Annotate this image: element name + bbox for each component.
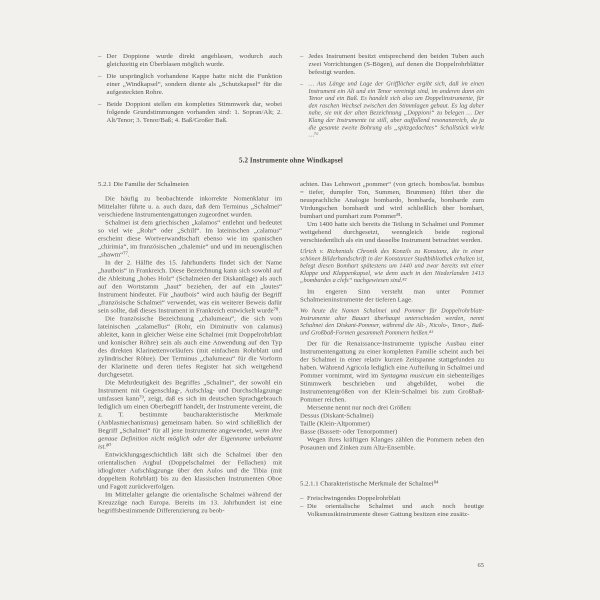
- dash-marker: –: [98, 100, 102, 108]
- dash-marker: –: [98, 72, 102, 80]
- paragraph: Wegen ihres kräftigen Klanges zählen die Pommern neben den Posaunen und Zinken zum Alta-Ensemble.: [300, 435, 484, 452]
- dash-marker: –: [300, 502, 304, 510]
- bullet-text: Beide Doppioni stellen ein komplettes Stimmwerk dar, wobei folgende Grundstimmungen vorhanden sind: 1. Sopran/Alt; 2. Alt/Tenor; 3. Tenor/Baß; 4. Baß/Großer Baß.: [106, 100, 282, 124]
- paragraph: Mersenne nennt nur noch drei Größen:: [307, 403, 412, 412]
- list-item: Basse (Bassett- oder Tenorpommer): [300, 427, 398, 436]
- bullet-text: Freischwingendes Doppelrohrblatt: [307, 494, 401, 502]
- paragraph: Entwicklungsgeschichtlich läßt sich die Schalmei über den orientalischen Arghul (Doppelschalmei der Fellachen) mit idioglotter Aufschlagzunge über den Aulos und die Tibia (mit doppeltem Rohrblatt) bis zu den klassischen Instrumenten Oboe und Fagott zurückverfolgen.: [98, 450, 282, 490]
- subsection-heading: 5.2.1 Die Familie der Schalmeien: [98, 180, 189, 188]
- block-quote: Ulrich v. Richentals Chronik des Konzils zu Konstanz, die in einer schönen Bilderhandschrift in der Konstanzer Stadtbibliothek erhalten ist, belegt diesen Bomhart spätestens um 1440 und zwar bereits mit einer Klappe und Klappenkapsel, wie denn auch in den Niederlanden 1413 „bombardes a clefs“ nachgewiesen sind.⁸²: [300, 247, 484, 284]
- paragraph: Die französische Bezeichnung „chalumeau“, die sich vom lateinischen „calamellus“ (Rohr, ein Diminutiv von calamus) ableitet, kann in gleicher Weise eine Schalmei (mit Doppelrohrblatt und konischer Röhre) sein als auch eine Anwendung auf den Typ des direkten Klarinettenvorläufers (mit einfachem Rohrblatt und zylindrischer Röhre). Der Terminus „chalumeau“ für die Vorform der Klarinette und deren tiefes Register hat sich weitgehend durchgesetzt.: [98, 314, 282, 378]
- list-item: [300, 494, 484, 502]
- list-item: [300, 52, 484, 76]
- paragraph: achten. Das Lehnwort „pommer“ (von griech. bombos/lat. bombus = tiefer, dumpfer Ton, Summen, Brummen) führt über die neusprachliche Analogie bombardo, bombarda, bombarde zum Virdungschen bombardt und wird schließlich über bomhart, bumhart und pumhart zum Pommer⁸¹.: [300, 180, 484, 220]
- paragraph-text: Der für die Renaissance-Instrumente typische Ausbau einer Instrumentengattung zu einer kompletten Familie scheint auch bei der Schalmei in einer relativ kurzen Zeitspanne stattgefunden zu haben. Während Agricola lediglich eine Aufteilung in Schalmei und Pommer vornimmt, wird im: [300, 339, 484, 380]
- bullet-text: Jedes Instrument besitzt entsprechend den beiden Tuben auch zwei Vorrichtungen (S-Bögen), auf denen die Doppelrohrblätter befestigt wurden.: [308, 52, 484, 76]
- list-item: [98, 72, 282, 96]
- paragraph-italic-text: wenn ihre genaue Definition nicht möglich oder der Eigenname unbekannt ist.⁸⁰: [98, 426, 282, 450]
- list-item: Dessus (Diskant-Schalmei): [300, 411, 374, 420]
- bullet-text: Die ursprünglich vorhandene Kappe hatte nicht die Funktion einer „Windkapsel“, sondern diente als „Schutzkapsel“ für die aufgesteckten Rohre.: [106, 72, 282, 96]
- block-quote: Wo heute die Namen Schalmei und Pommer für Doppelrohrblatt-Instrumente alter Bauart überhaupt unterschieden werden, nennt Schalmei den Diskant-Pommer, während die Alt-, Nicolo-, Tenor-, Baß- und Großbaß-Formen gesammelt Pommern heißen.⁸³: [300, 306, 484, 336]
- left-column: [98, 180, 282, 515]
- paragraph: Schalmei ist dem griechischen „kalamos“ entlehnt und bedeutet so viel wie „Rohr“ oder „Schilf“. Im lateinischen „calamus“ erscheint diese Wortverwandtschaft ebenso wie im spanischen „chirimia“, im französischen „chalemie“ und und im neuenglischen „shawm“⁷⁷.: [98, 218, 282, 258]
- dash-marker: –: [98, 52, 102, 60]
- paragraph: Um 1400 hatte sich bereits die Teilung in Schalmei und Pommer weitgehend durchgesetzt, wenngleich beide regional verschiedentlich als ein und dasselbe Instrument betrachtet werden.: [300, 220, 484, 244]
- paragraph: Im Mittelalter gelangte die orientalische Schalmei während der Kreuzzüge nach Europa. Bereits im 13. Jahrhundert ist eine begriffsbestimmende Differenzierung zu beob-: [98, 490, 282, 514]
- right-column: [300, 180, 484, 518]
- page-number: 65: [477, 561, 484, 569]
- paragraph: [300, 340, 484, 404]
- dash-marker: –: [300, 80, 304, 87]
- dash-marker: –: [300, 494, 304, 502]
- subsection-heading: 5.2.1.1 Charakteristische Merkmale der Schalmei⁸⁴: [300, 479, 439, 488]
- block-quote: [300, 80, 484, 138]
- bullet-text: Die orientalische Schalmei und auch noch heutige Volksmusikinstrumente dieser Gattung besitzen eine zusätz-: [307, 502, 484, 518]
- list-item: [98, 100, 282, 124]
- intro-right-column: [300, 52, 484, 142]
- paragraph: [98, 379, 282, 451]
- intro-left-column: [98, 52, 282, 128]
- paragraph: In der 2. Hälfte des 15. Jahrhunderts findet sich der Name „hautbois“ in Frankreich. Diese Bezeichnung kann sich sowohl auf die Ableitung „hohes Holz“ (Schalmeien der Diskantlage) als auch auf den Wortstamm „haut“ beziehen, der auf ein „lautes“ Instrument hindeutet. Für „hautbois“ wird auch häufig der Begriff „französische Schalmei“ verwendet, was ein weiterer Beweis dafür sein sollte, daß dieses Instrument in Frankreich entwickelt wurde⁷⁸.: [98, 258, 282, 314]
- dash-marker: –: [300, 52, 304, 60]
- quote-text: … Aus Länge und Lage der Grifflöcher ergibt sich, daß im einen Instrument ein Alt und ein Tenor vereinigt sind, im anderen dann ein Tenor und ein Baß. Es handelt sich also um Doppelinstrumente, für den raschen Wechsel zwischen den Stimmlagen gebaut. Es lag daher nahe, sie mit der alten Bezeichnung „Doppioni“ zu belegen … Der Klang der Instrumente ist still, aber auffallend resonanzreich, da ja die gesamte zweite Bohrung als „spitzgedachtes“ Schallstück wirkt …⁷⁶: [308, 80, 484, 139]
- work-title: Syntagma musicum: [380, 371, 434, 380]
- paragraph: Im engeren Sinn versteht man unter Pommer Schalmeieninstrumente der tieferen Lage.: [300, 287, 484, 303]
- paragraph: Die häufig zu beobachtende inkorrekte Nomenklatur im Mittelalter führte u. a. auch dazu, daß dem Terminus „Schalmei“ verschiedene Instrumentengattungen zugeordnet wurden.: [98, 194, 282, 218]
- section-heading: 5.2 Instrumente ohne Windkapsel: [239, 157, 343, 165]
- list-item: [300, 502, 484, 518]
- list-item: Taille (Klein-Altpommer): [300, 419, 370, 428]
- paragraph-text: ein siebenteiliges Stimmwerk beschrieben und abgebildet, wobei die Instrumentengrößen von der Klein-Schalmei bis zum Großbaß-Pommer reichen.: [300, 371, 484, 404]
- paragraph-text: Die Mehrdeutigkeit des Begriffes „Schalmei“, der sowohl ein Instrument mit Gegenschlag-, Aufschlag- und Durchschlagzunge umfassen kann⁷⁹, zeigt, daß es sich im deutschen Sprachgebrauch lediglich um einen Oberbegriff handelt, der Instrumente vereint, die z. T. bestimmte baucharakteristische Merkmale (Anblasmechanismus) gemeinsam haben. So wird schließlich der Begriff „Schalmei“ für all jene Instrumente angewendet,: [98, 378, 282, 434]
- bullet-text: Der Doppione wurde direkt angeblasen, wodurch auch gleichzeitig ein Überblasen möglich wurde.: [106, 52, 282, 68]
- list-item: [98, 52, 282, 68]
